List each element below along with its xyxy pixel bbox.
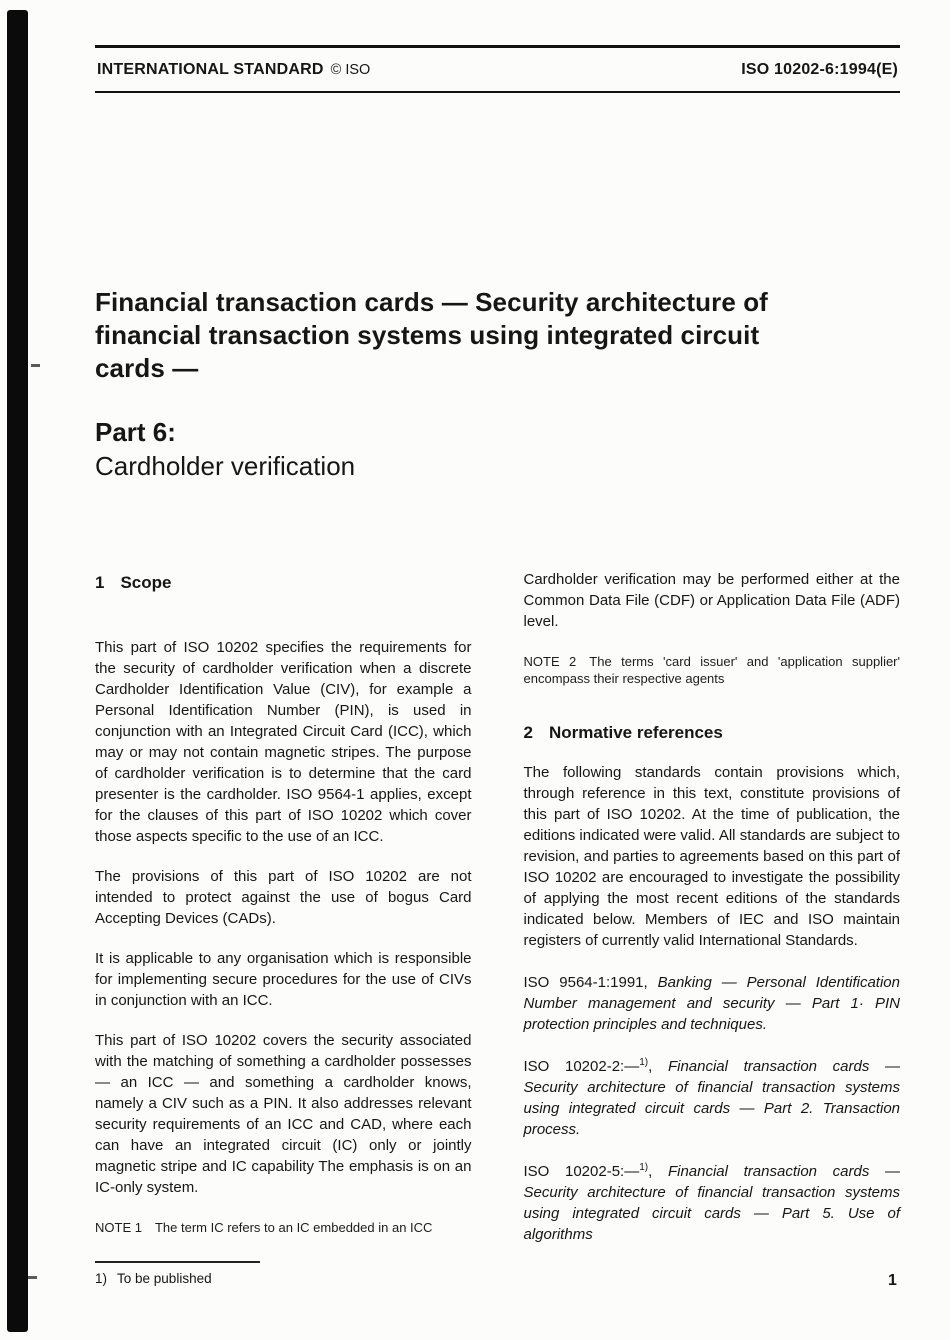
page-content (95, 0, 900, 1286)
heading-number: 1 (95, 573, 105, 592)
reference-entry (524, 1161, 901, 1245)
note-text: The term IC refers to an IC embedded in an ICC (154, 1220, 433, 1235)
reference-entry (524, 972, 901, 1035)
paragraph: The provisions of this part of ISO 10202 are not intended to protect against the use of bogus Card Accepting Devices (CADs). (95, 868, 472, 927)
header-standard-label: INTERNATIONAL STANDARD (97, 61, 324, 78)
part-subtitle: Cardholder verification (95, 451, 356, 481)
paragraph: Cardholder verification may be performed either at the Common Data File (CDF) or Application Data File (ADF) level. (523, 571, 900, 630)
header-left (97, 61, 370, 79)
header-document-code: ISO 10202-6:1994(E) (741, 61, 898, 78)
ref-code: ISO 9564-1:1991, (523, 974, 648, 991)
normative-references-heading (524, 723, 901, 743)
footnote (95, 1261, 472, 1286)
ref-separator: , (648, 1163, 653, 1180)
ref-footnote-sup: 1) (639, 1162, 649, 1173)
paragraph: This part of ISO 10202 specifies the requirements for the security of cardholder verification when a discrete Cardholder Identification Value (CIV), for example a Personal Identification Number (PIN), is used in conjunction with an Integrated Circuit Card (ICC), which may or may not contain magnetic stripes. The purpose of cardholder verification is to determine that the card presenter is the cardholder. ISO 9564-1 applies, except for the clauses of this part of ISO 10202 which cover those aspects specific to the use of an ICC. (95, 639, 472, 845)
left-column (95, 567, 472, 1286)
ref-code: ISO 10202-2:— (523, 1058, 640, 1075)
ref-title: Banking — Personal Identification Number management and security — Part 1· PIN protection principles and techniques. (523, 974, 900, 1033)
paragraph: The following standards contain provisions which, through reference in this text, constitute provisions of this part of ISO 10202. At the time of publication, the editions indicated were valid. All standards are subject to revision, and parties to agreements based on this part of ISO 10202 are encouraged to investigate the possibility of applying the most recent editions of the standards indicated below. Members of IEC and ISO maintain registers of currently valid International Standards. (523, 764, 900, 949)
footnote-body: To be published (117, 1270, 212, 1286)
reference-entry (524, 1056, 901, 1140)
title-block (95, 286, 900, 484)
page-header (95, 45, 900, 93)
ref-separator: , (648, 1058, 653, 1075)
note-1 (95, 1220, 472, 1237)
page-number: 1 (888, 1272, 897, 1289)
title-line: Financial transaction cards — Security architecture of (95, 287, 768, 317)
paragraph: It is applicable to any organisation which is responsible for implementing secure procedures for the use of CIVs in conjunction with an ICC. (95, 950, 472, 1009)
heading-text: Scope (120, 573, 172, 592)
paragraph: This part of ISO 10202 covers the security associated with the matching of something a cardholder possesses — an ICC — and something a cardholder knows, namely a CIV such as a PIN. It also addresses relevant security requirements of an ICC and CAD, where each can have an integrated circuit (IC) only or jointly magnetic stripe and IC capability The emphasis is on an IC-only system. (95, 1032, 472, 1196)
ref-title: Financial transaction cards — Security architecture of financial transaction systems using integrated circuit cards — Part 2. Transaction process. (523, 1058, 900, 1138)
heading-number: 2 (523, 723, 533, 742)
ref-title: Financial transaction cards — Security architecture of financial transaction systems using integrated circuit cards — Part 5. Use of algorithms (523, 1163, 900, 1243)
part-block (95, 416, 900, 484)
header-copyright-mark: © ISO (330, 62, 371, 78)
heading-text: Normative references (548, 723, 723, 742)
header-bottom-rule (95, 91, 900, 93)
part-label: Part 6: (95, 417, 176, 447)
ref-footnote-sup: 1) (639, 1057, 649, 1068)
ref-code: ISO 10202-5:— (523, 1163, 640, 1180)
scope-heading (95, 573, 472, 593)
note-label: NOTE 1 (95, 1220, 142, 1235)
header-row (95, 48, 900, 91)
note-2 (524, 654, 901, 687)
note-text: The terms 'card issuer' and 'application supplier' encompass their respective agents (523, 654, 900, 686)
two-column-body (95, 567, 900, 1286)
scan-edge-bar (7, 10, 28, 1332)
footnote-text (95, 1271, 472, 1286)
right-column (524, 567, 901, 1286)
title-line: financial transaction systems using integrated circuit (95, 320, 760, 350)
title-line: cards — (95, 353, 199, 383)
margin-tick (31, 364, 40, 367)
footnote-marker: 1) (95, 1270, 108, 1286)
document-title (95, 286, 900, 385)
footnote-rule (95, 1261, 260, 1263)
note-label: NOTE 2 (523, 654, 577, 669)
margin-tick (28, 1276, 37, 1279)
